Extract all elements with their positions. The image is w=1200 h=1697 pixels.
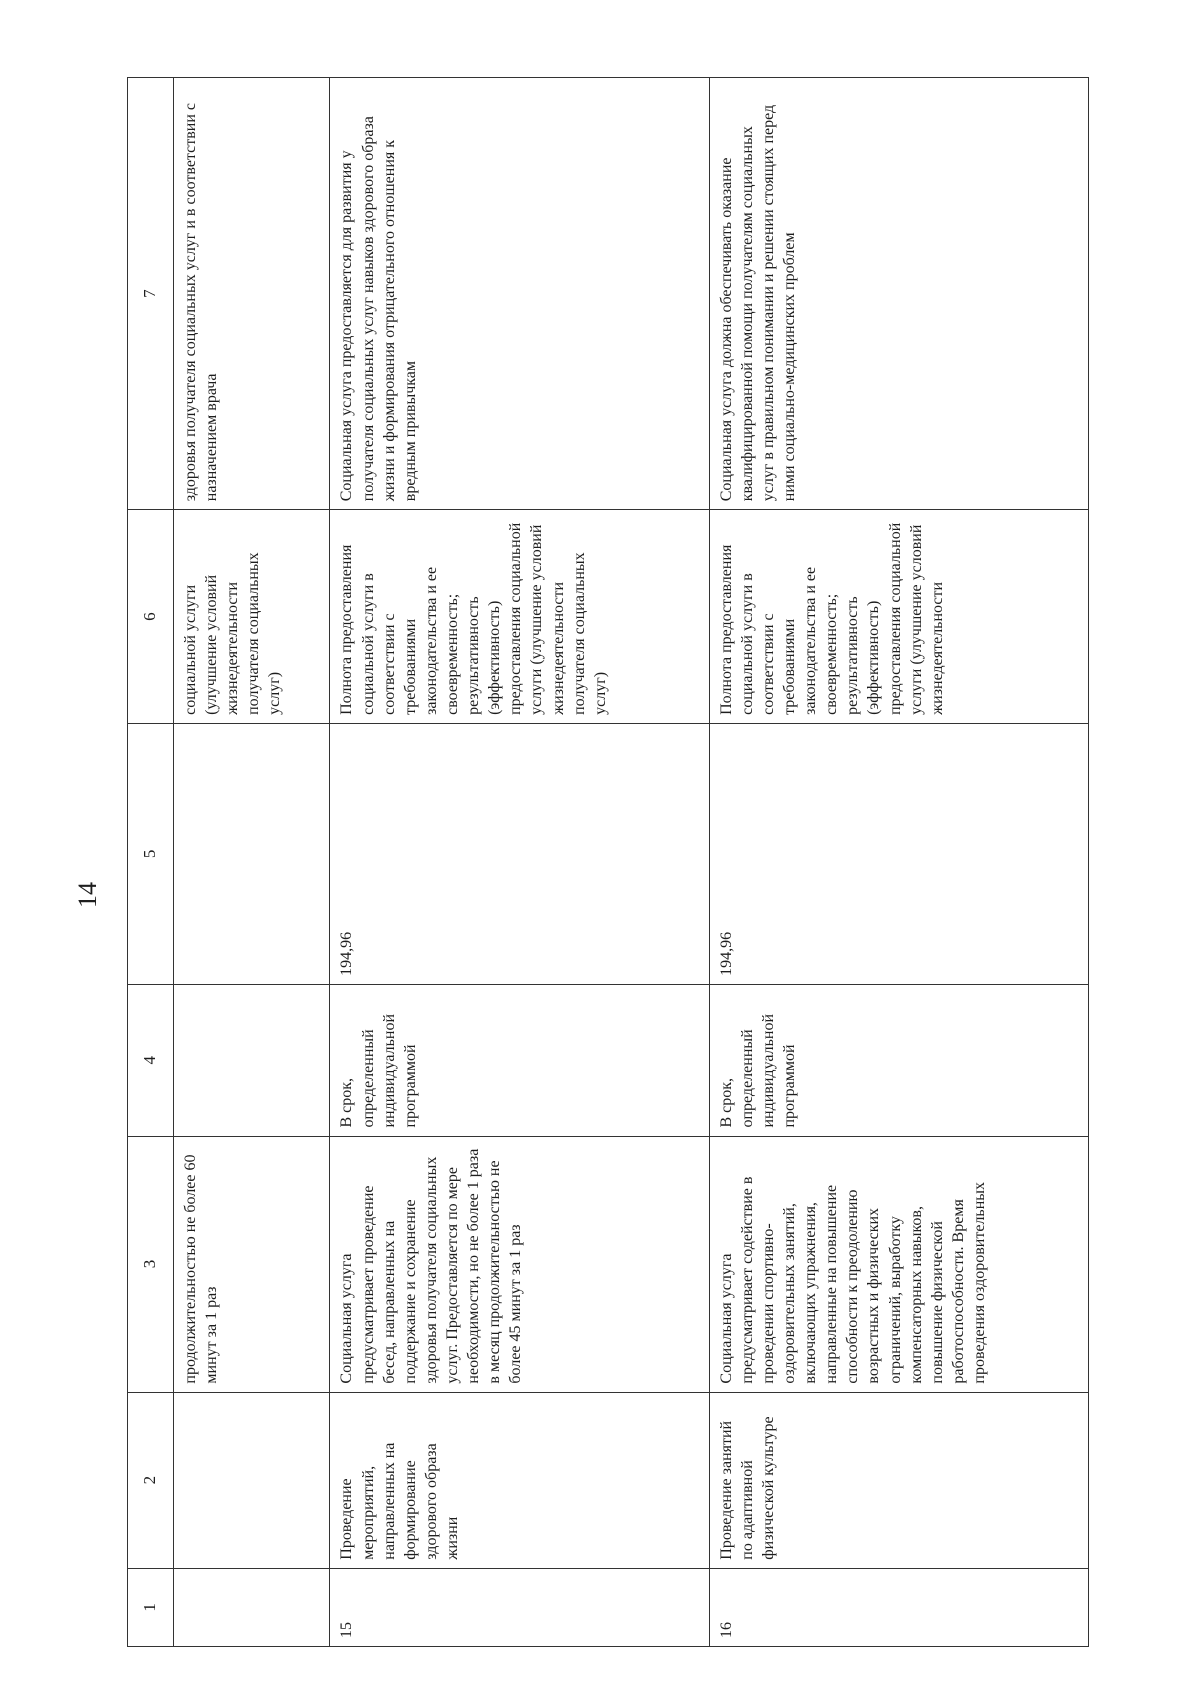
cell-name: Проведение мероприятий, направленных на формирование здорового образа жизни bbox=[330, 1392, 709, 1568]
cell-num bbox=[174, 1568, 330, 1646]
cell-term: В срок, определенный индивидуальной программой bbox=[709, 984, 1088, 1136]
header-col-3: 3 bbox=[128, 1136, 174, 1392]
cell-description: Социальная услуга предусматривает содействие в проведении спортивно-оздоровительных занятий, включающих упражнения, направленные на повышение способности к преодолению возрастных и физических ограничений, выработку компенсаторных навыков, повышение физической работоспособности. Время проведения оздоровительных bbox=[709, 1136, 1088, 1392]
cell-name: Проведение занятий по адаптивной физической культуре bbox=[709, 1392, 1088, 1568]
cell-conditions: Социальная услуга должна обеспечивать оказание квалифицированной помощи получателям социальных услуг в правильном понимании и решении стоящих перед ними социально-медицинских проблем bbox=[709, 78, 1088, 510]
cell-criteria: Полнота предоставления социальной услуги в соответствии с требованиями законодательства и ее своевременность; результативность (эффективность) предоставления социальной услуги (улучшение условий жизнедеятельности bbox=[709, 510, 1088, 724]
cell-criteria: социальной услуги (улучшение условий жизнедеятельности получателя социальных услуг) bbox=[174, 510, 330, 724]
table-row bbox=[709, 78, 1088, 1647]
cell-num: 16 bbox=[709, 1568, 1088, 1646]
cell-term: В срок, определенный индивидуальной программой bbox=[330, 984, 709, 1136]
page-number: 14 bbox=[73, 882, 102, 908]
table-row bbox=[330, 78, 709, 1647]
header-col-4: 4 bbox=[128, 984, 174, 1136]
header-col-6: 6 bbox=[128, 510, 174, 724]
cell-price: 194,96 bbox=[709, 723, 1088, 984]
cell-price bbox=[174, 723, 330, 984]
cell-term bbox=[174, 984, 330, 1136]
cell-conditions: Социальная услуга предоставляется для развития у получателя социальных услуг навыков здорового образа жизни и формирования отрицательного отношения к вредным привычкам bbox=[330, 78, 709, 510]
cell-num: 15 bbox=[330, 1568, 709, 1646]
header-row bbox=[128, 78, 174, 1647]
header-col-5: 5 bbox=[128, 723, 174, 984]
cell-description: Социальная услуга предусматривает проведение бесед, направленных на поддержание и сохранение здоровья получателя социальных услуг. Предоставляется по мере необходимости, но не более 1 раза в месяц продолжительностью не более 45 минут за 1 раз bbox=[330, 1136, 709, 1392]
header-col-1: 1 bbox=[128, 1568, 174, 1646]
header-col-2: 2 bbox=[128, 1392, 174, 1568]
cell-description: продолжительностью не более 60 минут за 1 раз bbox=[174, 1136, 330, 1392]
cell-conditions: здоровья получателя социальных услуг и в соответствии с назначением врача bbox=[174, 78, 330, 510]
header-col-7: 7 bbox=[128, 78, 174, 510]
cell-criteria: Полнота предоставления социальной услуги в соответствии с требованиями законодательства и ее своевременность; результативность (эффективность) предоставления социальной услуги (улучшение условий жизнедеятельности получателя социальных услуг) bbox=[330, 510, 709, 724]
table-row bbox=[174, 78, 330, 1647]
cell-price: 194,96 bbox=[330, 723, 709, 984]
services-table bbox=[127, 77, 1089, 1647]
cell-name bbox=[174, 1392, 330, 1568]
